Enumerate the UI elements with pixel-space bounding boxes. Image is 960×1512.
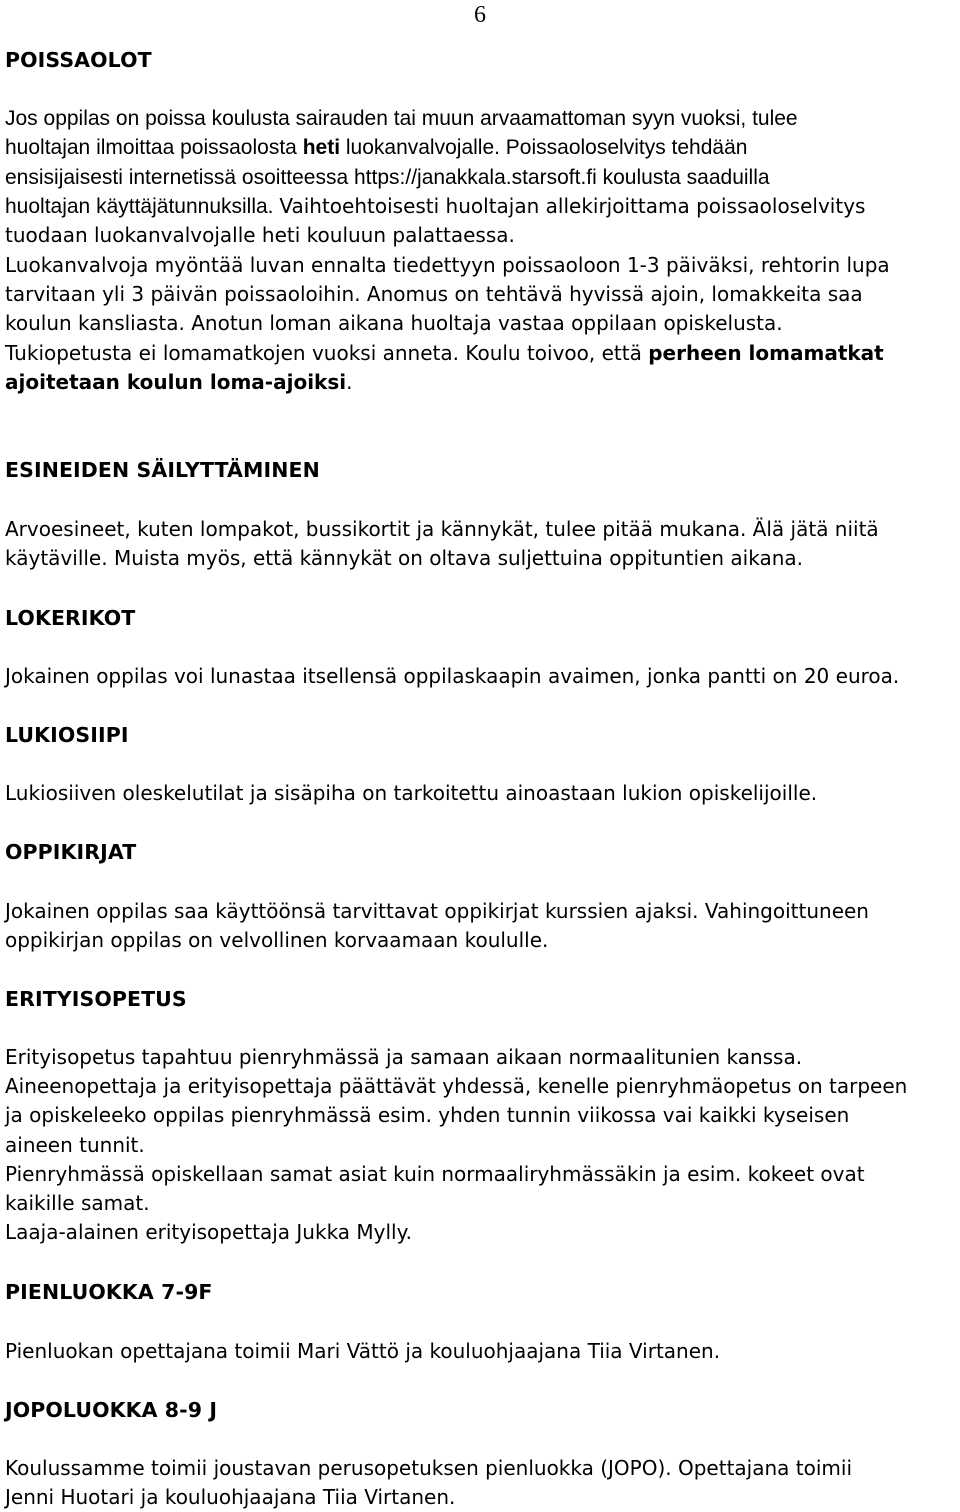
emphasis-loma-ajoiksi: ajoitetaan koulun loma-ajoiksi bbox=[5, 369, 347, 394]
text-line: aineen tunnit. bbox=[5, 1132, 145, 1157]
jopoluokka-paragraph bbox=[5, 1454, 960, 1512]
text-line: Pienryhmässä opiskellaan samat asiat kuin normaaliryhmässäkin ja esim. kokeet ovat bbox=[5, 1161, 865, 1186]
emphasis-heti: heti bbox=[302, 136, 341, 160]
emphasis-lomamatkat: perheen lomamatkat bbox=[648, 340, 884, 365]
section-heading-lokerikot: LOKERIKOT bbox=[5, 606, 136, 630]
text-line: ensisijaisesti internetissä osoitteessa https://janakkala.starsoft.fi koulusta saaduilla bbox=[5, 165, 770, 189]
text-line: Aineenopettaja ja erityisopettaja päättävät yhdessä, kenelle pienryhmäopetus on tarpeen bbox=[5, 1074, 908, 1099]
pienluokka-paragraph bbox=[5, 1337, 960, 1366]
text-line: käytäville. Muista myös, että kännykät on oltava suljettuina oppituntien aikana. bbox=[5, 546, 803, 571]
erityisopetus-paragraph bbox=[5, 1043, 960, 1247]
section-heading-pienluokka: PIENLUOKKA 7-9F bbox=[5, 1280, 213, 1304]
lokerikot-paragraph bbox=[5, 662, 960, 691]
text-line: oppikirjan oppilas on velvollinen korvaamaan koululle. bbox=[5, 928, 549, 953]
text-line: ajoitetaan koulun loma-ajoiksi. bbox=[5, 369, 353, 394]
text-line: Koulussamme toimii joustavan perusopetuksen pienluokka (JOPO). Opettajana toimii bbox=[5, 1456, 853, 1480]
text-line: Lukiosiiven oleskelutilat ja sisäpiha on tarkoitettu ainoastaan lukion opiskelijoille. bbox=[5, 781, 818, 805]
page-number: 6 bbox=[474, 2, 486, 28]
text-line: Erityisopetus tapahtuu pienryhmässä ja samaan aikaan normaalitunien kanssa. bbox=[5, 1045, 803, 1069]
text-line: Jenni Huotari ja kouluohjaajana Tiia Virtanen. bbox=[5, 1485, 456, 1510]
poissaolot-intro-paragraph bbox=[5, 104, 960, 250]
poissaolot-permission-paragraph bbox=[5, 251, 960, 397]
section-heading-oppikirjat: OPPIKIRJAT bbox=[5, 840, 137, 864]
section-heading-esineiden: ESINEIDEN SÄILYTTÄMINEN bbox=[5, 458, 320, 482]
text-line: Luokanvalvoja myöntää luvan ennalta tiedettyyn poissaoloon 1-3 päiväksi, rehtorin lupa bbox=[5, 253, 890, 277]
text-line: huoltajan ilmoittaa poissaolosta heti luokanvalvojalle. Poissaoloselvitys tehdään bbox=[5, 136, 748, 160]
text-line: Jokainen oppilas voi lunastaa itsellensä oppilaskaapin avaimen, jonka pantti on 20 euroa. bbox=[5, 664, 900, 688]
section-heading-jopoluokka: JOPOLUOKKA 8-9 J bbox=[5, 1398, 218, 1422]
esineiden-paragraph bbox=[5, 515, 960, 573]
text-line: tarvitaan yli 3 päivän poissaoloihin. Anomus on tehtävä hyvissä ajoin, lomakkeita saa bbox=[5, 282, 863, 307]
oppikirjat-paragraph bbox=[5, 897, 960, 955]
text-line: huoltajan käyttäjätunnuksilla. Vaihtoehtoisesti huoltajan allekirjoittama poissaoloselvitys bbox=[5, 193, 866, 218]
text-line: koulun kansliasta. Anotun loman aikana huoltaja vastaa oppilaan opiskelusta. bbox=[5, 311, 783, 336]
text-line: Jokainen oppilas saa käyttöönsä tarvittavat oppikirjat kurssien ajaksi. Vahingoittuneen bbox=[5, 899, 869, 923]
section-heading-erityisopetus: ERITYISOPETUS bbox=[5, 987, 187, 1011]
text-line: kaikille samat. bbox=[5, 1191, 150, 1216]
section-heading-poissaolot: POISSAOLOT bbox=[5, 48, 152, 72]
text-line: ja opiskeleeko oppilas pienryhmässä esim. yhden tunnin viikossa vai kaikki kyseisen bbox=[5, 1103, 850, 1128]
text-line: Pienluokan opettajana toimii Mari Vättö ja kouluohjaajana Tiia Virtanen. bbox=[5, 1339, 721, 1363]
lukiosiipi-paragraph bbox=[5, 779, 960, 808]
text-line: tuodaan luokanvalvojalle heti kouluun palattaessa. bbox=[5, 223, 515, 248]
text-line: Arvoesineet, kuten lompakot, bussikortit ja kännykät, tulee pitää mukana. Älä jätä niitä bbox=[5, 517, 879, 541]
text-line: Laaja-alainen erityisopettaja Jukka Mylly. bbox=[5, 1220, 412, 1245]
text-line: Jos oppilas on poissa koulusta sairauden tai muun arvaamattoman syyn vuoksi, tulee bbox=[5, 107, 798, 130]
section-heading-lukiosiipi: LUKIOSIIPI bbox=[5, 723, 129, 747]
text-line: Tukiopetusta ei lomamatkojen vuoksi anneta. Koulu toivoo, että perheen lomamatkat bbox=[5, 340, 884, 365]
